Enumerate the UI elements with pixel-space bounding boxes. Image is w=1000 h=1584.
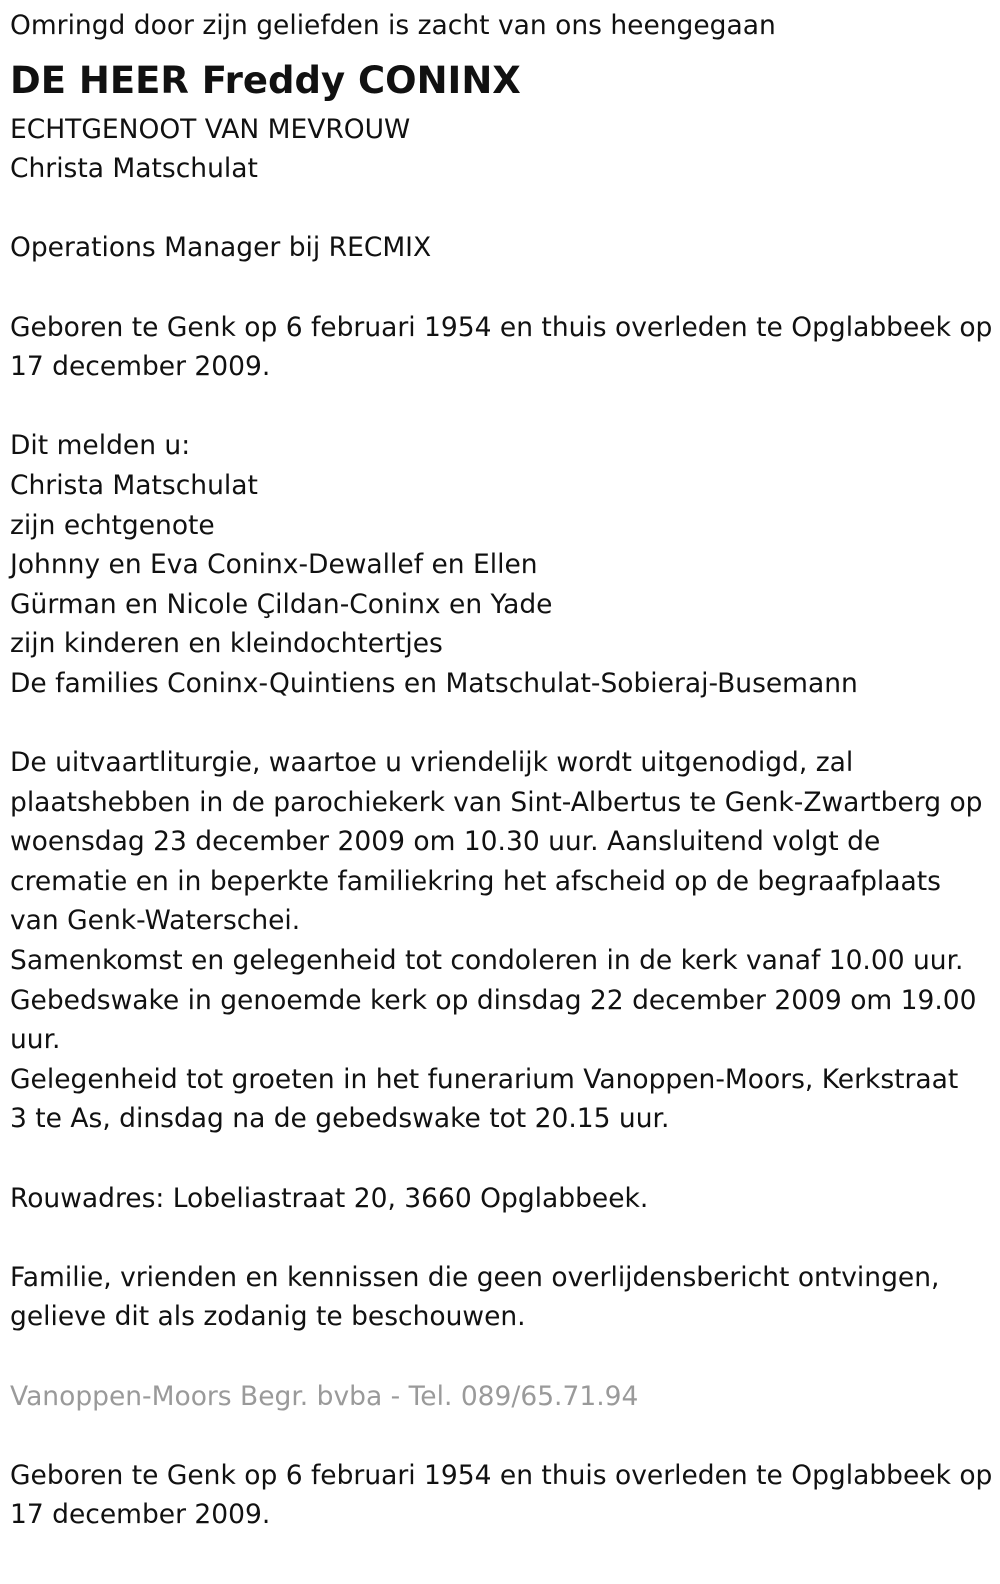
birth-death-repeat-line: Geboren te Genk op 6 februari 1954 en thuis overleden te Opglabbeek op xyxy=(10,1459,993,1491)
funeral-line: uur. xyxy=(10,1024,61,1056)
announcer-line: Johnny en Eva Coninx-Dewallef en Ellen xyxy=(10,549,538,581)
spacer xyxy=(10,387,990,427)
spouse-label: ECHTGENOOT VAN MEVROUW xyxy=(10,113,411,145)
intro-text: Omringd door zijn geliefden is zacht van ons heengegaan xyxy=(10,10,776,41)
obituary-notice xyxy=(10,6,993,1535)
funeral-line: Gebedswake in genoemde kerk op dinsdag 22 december 2009 om 19.00 xyxy=(10,984,977,1016)
spacer xyxy=(10,189,990,229)
spacer xyxy=(10,1139,990,1179)
spacer xyxy=(10,704,990,744)
spacer xyxy=(10,1416,990,1456)
deceased-title: DE HEER Freddy CONINX xyxy=(10,58,521,102)
funeral-line: Samenkomst en gelegenheid tot condoleren in de kerk vanaf 10.00 uur. xyxy=(10,945,964,977)
announcer-line: Dit melden u: xyxy=(10,430,191,462)
announcer-line: De families Coninx-Quintiens en Matschulat-Sobieraj-Busemann xyxy=(10,667,858,699)
notice-line: gelieve dit als zodanig te beschouwen. xyxy=(10,1301,526,1333)
notice-line: Familie, vrienden en kennissen die geen overlijdensbericht ontvingen, xyxy=(10,1261,940,1293)
birth-death-line: Geboren te Genk op 6 februari 1954 en thuis overleden te Opglabbeek op xyxy=(10,311,993,343)
announcer-line: zijn kinderen en kleindochtertjes xyxy=(10,628,443,660)
undertaker-contact: Vanoppen-Moors Begr. bvba - Tel. 089/65.71.94 xyxy=(10,1380,639,1412)
announcer-line: Gürman en Nicole Çildan-Coninx en Yade xyxy=(10,588,553,620)
funeral-line: 3 te As, dinsdag na de gebedswake tot 20.15 uur. xyxy=(10,1103,670,1135)
funeral-line: De uitvaartliturgie, waartoe u vriendelijk wordt uitgenodigd, zal xyxy=(10,747,854,779)
spouse-name: Christa Matschulat xyxy=(10,153,258,185)
occupation-text: Operations Manager bij RECMIX xyxy=(10,232,432,264)
funeral-line: woensdag 23 december 2009 om 10.30 uur. Aansluitend volgt de xyxy=(10,826,881,858)
funeral-line: crematie en in beperkte familiekring het afscheid op de begraafplaats xyxy=(10,865,941,897)
funeral-line: Gelegenheid tot groeten in het funerarium Vanoppen-Moors, Kerkstraat xyxy=(10,1063,959,1095)
announcer-line: zijn echtgenote xyxy=(10,509,215,541)
spacer xyxy=(10,268,990,308)
spacer xyxy=(10,1218,990,1258)
mourning-address: Rouwadres: Lobeliastraat 20, 3660 Opglabbeek. xyxy=(10,1182,649,1214)
spacer xyxy=(10,1337,990,1377)
announcer-line: Christa Matschulat xyxy=(10,469,258,501)
funeral-line: van Genk-Waterschei. xyxy=(10,905,301,937)
birth-death-repeat-line: 17 december 2009. xyxy=(10,1499,271,1531)
birth-death-line: 17 december 2009. xyxy=(10,351,271,383)
funeral-line: plaatshebben in de parochiekerk van Sint-Albertus te Genk-Zwartberg op xyxy=(10,786,983,818)
